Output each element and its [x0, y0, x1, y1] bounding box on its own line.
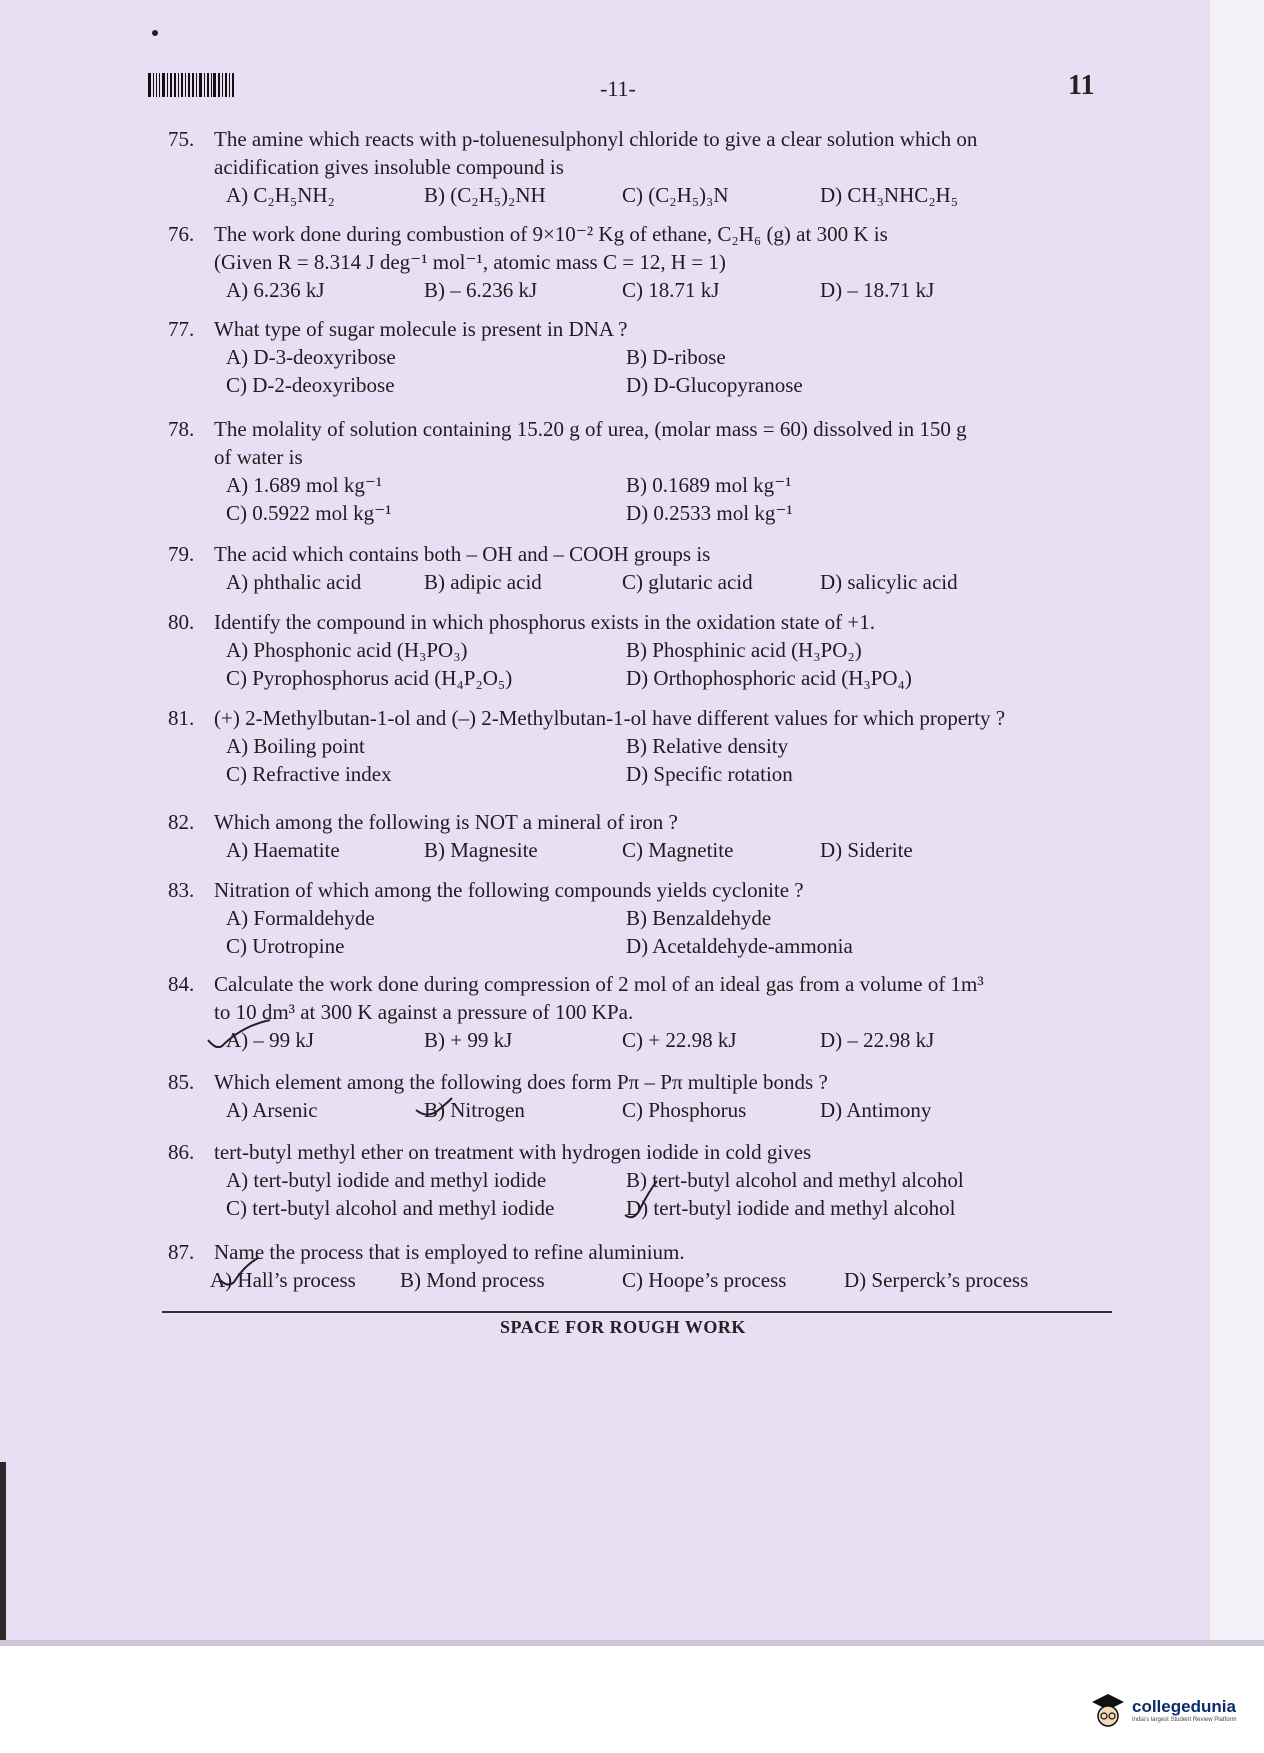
question-text-continued: of water is [214, 445, 303, 469]
question-number: 75. [168, 127, 195, 151]
option-c: C) tert-butyl alcohol and methyl iodide [226, 1196, 555, 1220]
option-d: D) Antimony [820, 1098, 932, 1122]
option-b: B) Nitrogen [424, 1098, 525, 1122]
option-c: C) 0.5922 mol kg⁻¹ [226, 501, 392, 525]
option-b: B) D-ribose [626, 345, 726, 369]
question-number: 86. [168, 1140, 195, 1164]
question-number: 80. [168, 610, 195, 634]
question-text: Calculate the work done during compression of 2 mol of an ideal gas from a volume of 1m³ [214, 972, 984, 996]
option-b: B) Phosphinic acid (H₃PO₂) [626, 638, 862, 662]
question-number: 87. [168, 1240, 195, 1264]
option-d: D) Siderite [820, 838, 913, 862]
option-d: D) Orthophosphoric acid (H₃PO₄) [626, 666, 912, 690]
tick-mark-85 [416, 1098, 452, 1115]
question-text: The acid which contains both – OH and – COOH groups is [214, 542, 711, 566]
option-c: C) Hoope’s process [622, 1268, 787, 1292]
question-text: Which element among the following does form Pπ – Pπ multiple bonds ? [214, 1070, 828, 1094]
question-number: 83. [168, 878, 195, 902]
option-a: A) phthalic acid [226, 570, 362, 594]
question-text: The work done during combustion of 9×10⁻² Kg of ethane, C₂H₆ (g) at 300 K is [214, 222, 888, 246]
option-b: B) + 99 kJ [424, 1028, 513, 1052]
watermark-tagline: India's largest Student Review Platform [1132, 1717, 1237, 1723]
option-a: A) 1.689 mol kg⁻¹ [226, 473, 383, 497]
option-a: A) D-3-deoxyribose [226, 345, 396, 369]
question-number: 81. [168, 706, 195, 730]
rough-work-label: SPACE FOR ROUGH WORK [500, 1317, 746, 1337]
watermark-name: collegedunia [1132, 1697, 1236, 1716]
option-d: D) tert-butyl iodide and methyl alcohol [626, 1196, 956, 1220]
option-c: C) Phosphorus [622, 1098, 747, 1122]
option-d: D) Acetaldehyde-ammonia [626, 934, 853, 958]
question-number: 76. [168, 222, 195, 246]
option-b: B) 0.1689 mol kg⁻¹ [626, 473, 792, 497]
option-b: B) – 6.236 kJ [424, 278, 538, 302]
question-text: tert-butyl methyl ether on treatment with hydrogen iodide in cold gives [214, 1140, 812, 1164]
option-c: C) Refractive index [226, 762, 392, 786]
option-d: D) D-Glucopyranose [626, 373, 803, 397]
question-text-continued: to 10 dm³ at 300 K against a pressure of 100 KPa. [214, 1000, 634, 1024]
watermark [1088, 1690, 1237, 1730]
tick-mark-87 [220, 1258, 258, 1285]
page-number-right: 11 [1068, 70, 1095, 101]
collegedunia-logo-icon [1088, 1690, 1128, 1730]
option-c: C) glutaric acid [622, 570, 753, 594]
option-c: C) Urotropine [226, 934, 345, 958]
question-text-continued: acidification gives insoluble compound is [214, 155, 564, 179]
option-a: A) tert-butyl iodide and methyl iodide [226, 1168, 547, 1192]
option-d: D) Specific rotation [626, 762, 793, 786]
question-text: The molality of solution containing 15.20 g of urea, (molar mass = 60) dissolved in 150 g [214, 417, 967, 441]
option-d: D) CH₃NHC₂H₅ [820, 183, 959, 207]
option-a: A) 6.236 kJ [226, 278, 325, 302]
question-text: Name the process that is employed to refine aluminium. [214, 1240, 685, 1264]
option-a: A) – 99 kJ [226, 1028, 315, 1052]
question-text: (+) 2-Methylbutan-1-ol and (–) 2-Methylbutan-1-ol have different values for which property ? [214, 706, 1006, 730]
question-number: 82. [168, 810, 195, 834]
option-a: A) Haematite [226, 838, 340, 862]
question-number: 85. [168, 1070, 195, 1094]
tick-mark-86 [625, 1181, 657, 1217]
option-a: A) Phosphonic acid (H₃PO₃) [226, 638, 468, 662]
option-d: D) salicylic acid [820, 570, 958, 594]
option-a: A) C₂H₅NH₂ [226, 183, 335, 207]
question-text: Identify the compound in which phosphorus exists in the oxidation state of +1. [214, 610, 875, 634]
option-d: D) – 22.98 kJ [820, 1028, 935, 1052]
question-number: 79. [168, 542, 195, 566]
question-text: Which among the following is NOT a mineral of iron ? [214, 810, 678, 834]
option-c: C) (C₂H₅)₃N [622, 183, 729, 207]
option-a: A) Hall’s process [210, 1268, 356, 1292]
option-b: B) (C₂H₅)₂NH [424, 183, 546, 207]
question-number: 84. [168, 972, 195, 996]
option-a: A) Formaldehyde [226, 906, 375, 930]
option-d: D) – 18.71 kJ [820, 278, 935, 302]
question-text-continued: (Given R = 8.314 J deg⁻¹ mol⁻¹, atomic mass C = 12, H = 1) [214, 250, 726, 274]
option-a: A) Boiling point [226, 734, 365, 758]
option-d: D) Serperck’s process [844, 1268, 1029, 1292]
page-number-center: -11- [600, 76, 636, 101]
option-b: B) Magnesite [424, 838, 538, 862]
option-d: D) 0.2533 mol kg⁻¹ [626, 501, 793, 525]
option-b: B) adipic acid [424, 570, 542, 594]
option-b: B) Benzaldehyde [626, 906, 772, 930]
option-c: C) + 22.98 kJ [622, 1028, 737, 1052]
option-c: C) D-2-deoxyribose [226, 373, 395, 397]
option-a: A) Arsenic [226, 1098, 318, 1122]
option-b: B) Mond process [400, 1268, 545, 1292]
question-text: Nitration of which among the following compounds yields cyclonite ? [214, 878, 804, 902]
question-number: 77. [168, 317, 195, 341]
option-b: B) Relative density [626, 734, 789, 758]
tick-mark-84 [208, 1020, 270, 1047]
option-c: C) 18.71 kJ [622, 278, 720, 302]
question-text: What type of sugar molecule is present in DNA ? [214, 317, 628, 341]
option-c: C) Pyrophosphorus acid (H₄P₂O₅) [226, 666, 513, 690]
question-number: 78. [168, 417, 195, 441]
question-text: The amine which reacts with p-toluenesulphonyl chloride to give a clear solution which on [214, 127, 978, 151]
option-c: C) Magnetite [622, 838, 734, 862]
option-b: B) tert-butyl alcohol and methyl alcohol [626, 1168, 964, 1192]
